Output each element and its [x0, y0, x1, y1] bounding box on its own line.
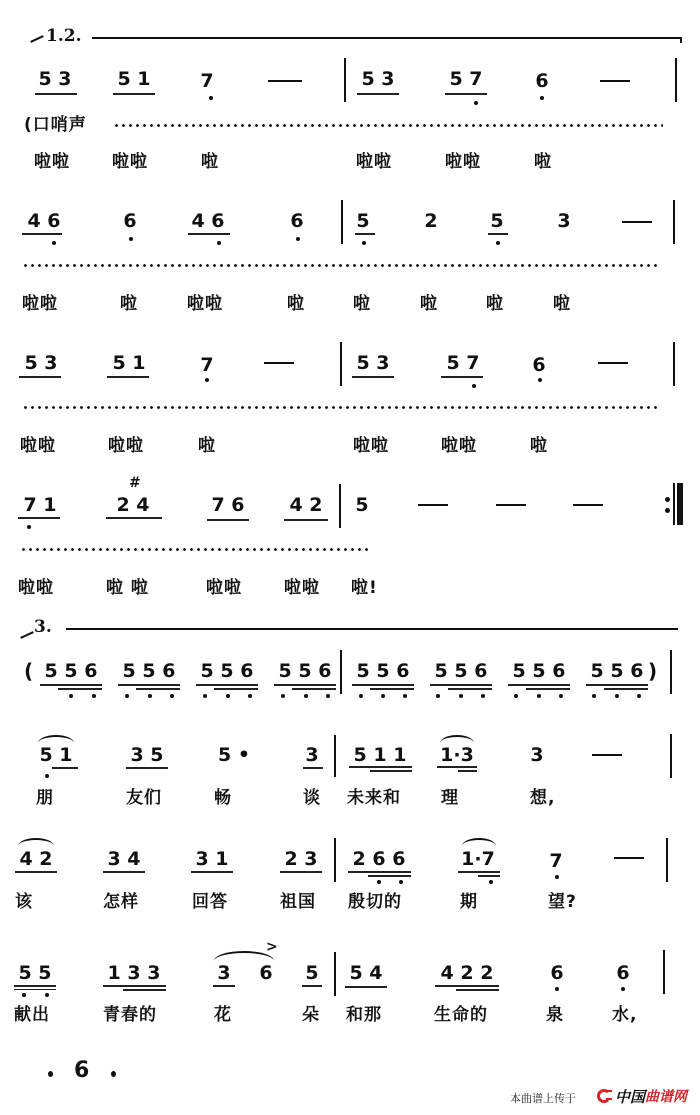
note-group: 5 3	[38, 68, 72, 90]
lyric: 啦	[553, 294, 571, 314]
extension-dash	[592, 754, 622, 756]
note-group: 5 1	[39, 744, 73, 766]
lyric: 啦啦	[108, 436, 144, 456]
lyric: 殷切的	[348, 892, 402, 912]
lyric: 祖国	[280, 892, 316, 912]
barline	[339, 484, 341, 528]
note-group: 5 •	[218, 744, 250, 766]
note-group: 5 3	[361, 68, 395, 90]
note-group: 5 3	[24, 352, 58, 374]
note-group: 2 3	[284, 848, 318, 870]
note-group: 5 5 6	[356, 660, 410, 682]
note-group: 1·3	[440, 744, 474, 766]
slur	[18, 838, 54, 846]
note-group: 5 5 6	[200, 660, 254, 682]
lyric: 青春的	[103, 1005, 157, 1025]
lyric: 畅	[214, 788, 232, 808]
lyric: 啦	[287, 294, 305, 314]
note: 5	[355, 494, 369, 516]
note-group: 5 5 6	[44, 660, 98, 682]
lyric: 啦啦	[353, 436, 389, 456]
note: 5	[490, 210, 504, 232]
extension-dash	[600, 80, 630, 82]
lyric: 啦啦	[22, 294, 58, 314]
lyric: 和那	[346, 1005, 382, 1025]
lyric: 生命的	[434, 1005, 488, 1025]
note-group: 5 5 6	[590, 660, 644, 682]
lyric: 期	[460, 892, 478, 912]
note-group: 3 1	[195, 848, 229, 870]
note-group: 1·7	[461, 848, 495, 870]
lyric: 啦	[353, 294, 371, 314]
note-group: 5 4	[349, 962, 383, 984]
barline	[334, 735, 336, 777]
whistle-label: (口哨声	[24, 115, 87, 135]
note: 6	[290, 210, 304, 232]
sharp-sign: #	[129, 475, 141, 491]
note: 6	[550, 962, 564, 984]
lyric: 啦啦	[112, 152, 148, 172]
slur	[214, 951, 274, 961]
note-group: 5 5 6	[434, 660, 488, 682]
site-logo-bars-icon	[606, 1090, 612, 1100]
lyric: 啦	[530, 436, 548, 456]
volta-label: 1.2.	[46, 26, 82, 46]
extension-dash	[598, 362, 628, 364]
page-number-value: 6	[74, 1058, 90, 1083]
note-group: 3 5	[130, 744, 164, 766]
note: 6	[535, 70, 549, 92]
lyric: 友们	[126, 788, 162, 808]
note: 7	[200, 354, 214, 376]
note: 7	[549, 850, 563, 872]
whistle-dotted-line	[20, 548, 372, 551]
barline	[334, 952, 336, 996]
barline	[340, 342, 342, 386]
lyric: 泉	[546, 1005, 564, 1025]
extension-dash	[622, 221, 652, 223]
lyric: 啦!	[351, 578, 378, 598]
note-group: 4 2 2	[440, 962, 494, 984]
note: 6	[616, 962, 630, 984]
note-group: 4 6	[27, 210, 61, 232]
extension-dash	[496, 504, 526, 506]
lyric: 朋	[36, 788, 54, 808]
whistle-dotted-line	[113, 124, 663, 127]
lyric: 望?	[548, 892, 577, 912]
lyric: 啦啦	[356, 152, 392, 172]
note-group: 5 3	[356, 352, 390, 374]
note-group: 3 4	[107, 848, 141, 870]
close-paren: )	[648, 659, 658, 683]
note-group: 5 7	[446, 352, 480, 374]
whistle-dotted-line	[22, 264, 660, 267]
lyric: 啦	[420, 294, 438, 314]
extension-dash	[418, 504, 448, 506]
volta-line	[92, 37, 682, 39]
site-name-secondary: 曲谱网	[645, 1089, 687, 1105]
note: 2	[424, 210, 438, 232]
lyric: 啦啦	[284, 578, 320, 598]
note-group: 5 5 6	[278, 660, 332, 682]
lyric: 理	[441, 788, 459, 808]
lyric: 啦啦	[206, 578, 242, 598]
note-group: 5 1	[112, 352, 146, 374]
lyric: 献出	[14, 1005, 50, 1025]
lyric: 啦	[486, 294, 504, 314]
lyric: 啦	[534, 152, 552, 172]
volta-hook	[30, 35, 44, 43]
barline	[673, 342, 675, 386]
note: 3	[530, 744, 544, 766]
barline	[340, 650, 342, 694]
note-group: 5 5	[18, 962, 52, 984]
note: 3	[217, 962, 231, 984]
lyric: 啦	[201, 152, 219, 172]
note-group: 2 4	[116, 494, 150, 516]
note-group: 7 6	[211, 494, 245, 516]
barline	[334, 838, 336, 882]
lyric: 啦啦	[20, 436, 56, 456]
note-group: 2 6 6	[352, 848, 406, 870]
note-group: 7 1	[23, 494, 57, 516]
open-paren: (	[24, 659, 34, 683]
note-group: 4 2	[19, 848, 53, 870]
lyric: 啦 啦	[106, 578, 149, 598]
barline	[670, 734, 672, 778]
lyric: 未来和	[347, 788, 401, 808]
note-group: 1 3 3	[107, 962, 161, 984]
note-group: 5 7	[449, 68, 483, 90]
whistle-dotted-line	[22, 406, 660, 409]
lyric: 水,	[612, 1005, 638, 1025]
barline	[670, 650, 672, 694]
lyric: 啦啦	[34, 152, 70, 172]
lyric: 啦	[198, 436, 216, 456]
lyric: 怎样	[103, 892, 139, 912]
note: 3	[557, 210, 571, 232]
note-group: 4 6	[191, 210, 225, 232]
note: 3	[305, 744, 319, 766]
lyric: 啦啦	[445, 152, 481, 172]
barline	[675, 58, 677, 102]
volta-line	[66, 628, 678, 630]
volta-label: 3.	[34, 617, 52, 637]
upload-text: 本曲谱上传于	[510, 1092, 576, 1105]
lyric: 啦啦	[18, 578, 54, 598]
lyric: 该	[15, 892, 33, 912]
extension-dash	[573, 504, 603, 506]
lyric: 回答	[192, 892, 228, 912]
extension-dash	[264, 362, 294, 364]
lyric: 啦啦	[187, 294, 223, 314]
note: 6	[123, 210, 137, 232]
lyric: 啦啦	[441, 436, 477, 456]
barline	[673, 200, 675, 244]
accent-mark: >	[266, 939, 278, 955]
note-group: 5 5 6	[512, 660, 566, 682]
lyric: 啦	[120, 294, 138, 314]
barline	[666, 838, 668, 882]
note-group: 4 2	[289, 494, 323, 516]
lyric: 想,	[530, 788, 556, 808]
lyric: 谈	[303, 788, 321, 808]
note: 6	[259, 962, 273, 984]
slur	[462, 838, 496, 846]
lyric: 花	[214, 1005, 232, 1025]
site-name-primary: 中国	[615, 1088, 646, 1106]
note-group: 5 1	[117, 68, 151, 90]
note: 5	[305, 962, 319, 984]
barline	[341, 200, 343, 244]
barline	[663, 950, 665, 994]
extension-dash	[614, 857, 644, 859]
slur	[38, 735, 74, 743]
barline	[344, 58, 346, 102]
note: 5	[356, 210, 370, 232]
note-group: 5 5 6	[122, 660, 176, 682]
extension-dash	[268, 80, 302, 82]
note: 6	[532, 354, 546, 376]
volta-hook	[20, 631, 34, 639]
note-group: 5 1 1	[353, 744, 407, 766]
note: 7	[200, 70, 214, 92]
lyric: 朵	[302, 1005, 320, 1025]
slur	[440, 735, 474, 743]
